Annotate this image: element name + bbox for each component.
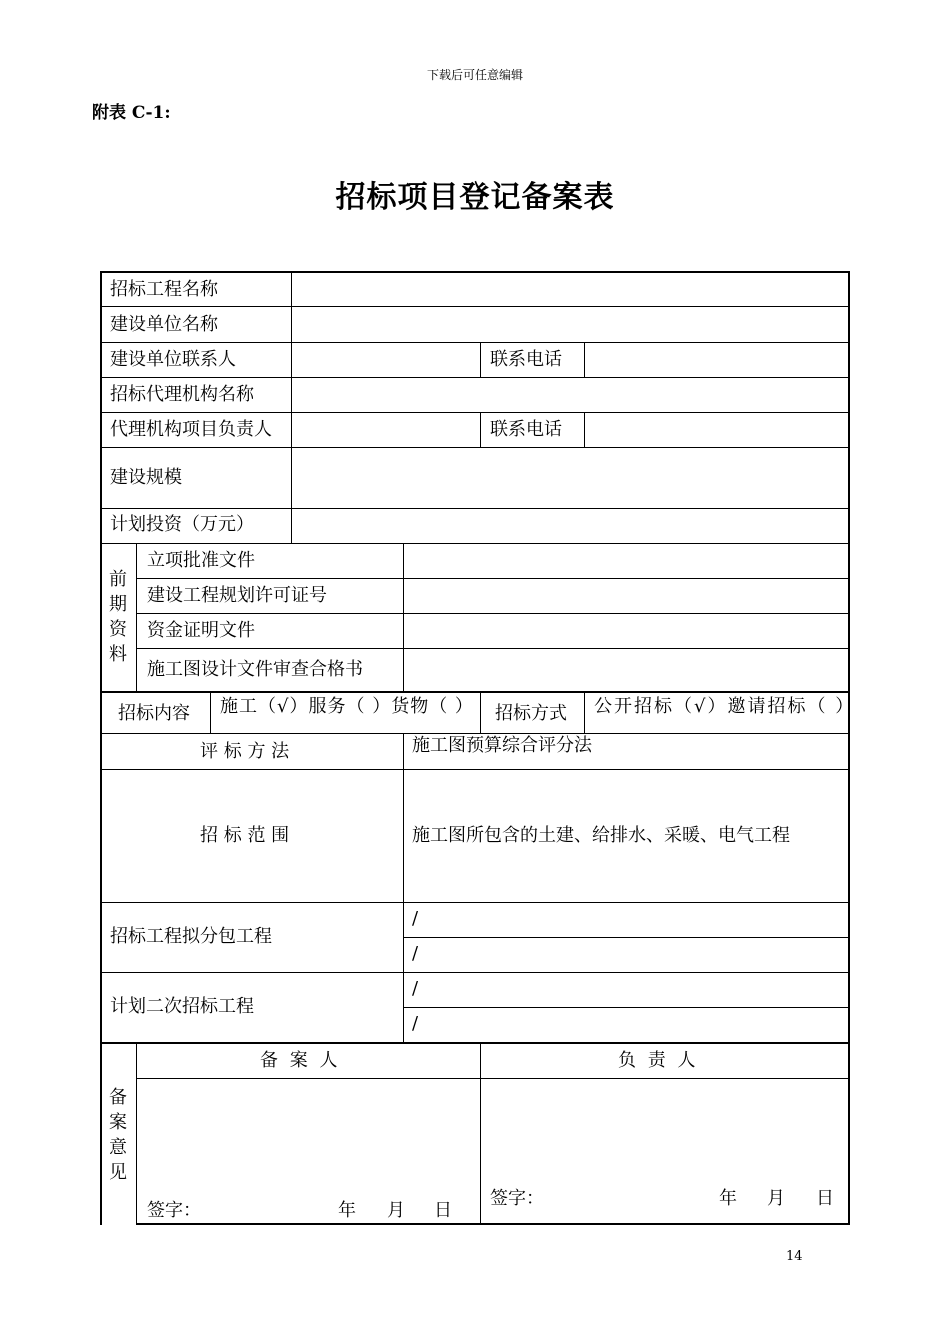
owner-contact-label: 建设单位联系人 bbox=[110, 349, 236, 370]
table-border-right bbox=[848, 271, 850, 1225]
table-border-bottom bbox=[136, 1223, 850, 1225]
second-tender-value-1: / bbox=[412, 978, 419, 999]
owner-phone-label: 联系电话 bbox=[490, 349, 562, 370]
header-note: 下载后可任意编辑 bbox=[426, 68, 523, 82]
subcontract-label: 招标工程拟分包工程 bbox=[110, 926, 272, 947]
drawing-review-label: 施工图设计文件审查合格书 bbox=[147, 659, 363, 680]
page-title: 招标项目登记备案表 bbox=[335, 180, 615, 215]
project-name-label: 招标工程名称 bbox=[110, 279, 218, 300]
manager-year-label: 年 bbox=[719, 1188, 737, 1209]
preliminary-group-label: 前 期 资 料 bbox=[109, 569, 127, 665]
second-tender-value-2: / bbox=[412, 1013, 419, 1034]
eval-method-label: 评 标 方 法 bbox=[200, 741, 290, 762]
table-border-top bbox=[100, 271, 850, 273]
subcontract-value-2: / bbox=[412, 943, 419, 964]
agency-manager-label: 代理机构项目负责人 bbox=[110, 419, 272, 440]
filer-signature-label: 签字： bbox=[147, 1200, 201, 1221]
tender-method-value: 公开招标（√）邀请招标（ ） bbox=[594, 696, 856, 717]
appendix-label: 附表 C-1: bbox=[92, 103, 171, 123]
filer-year-label: 年 bbox=[338, 1200, 356, 1221]
tender-method-label: 招标方式 bbox=[495, 703, 567, 724]
page-number: 14 bbox=[786, 1249, 803, 1264]
tender-scope-value: 施工图所包含的土建、给排水、采暖、电气工程 bbox=[412, 825, 790, 846]
planning-permit-label: 建设工程规划许可证号 bbox=[147, 585, 327, 606]
eval-method-value: 施工图预算综合评分法 bbox=[412, 735, 592, 756]
owner-name-label: 建设单位名称 bbox=[110, 314, 218, 335]
tender-content-value: 施工（√）服务（ ）货物（ ） bbox=[220, 696, 474, 717]
agency-phone-label: 联系电话 bbox=[490, 419, 562, 440]
second-tender-label: 计划二次招标工程 bbox=[110, 996, 254, 1017]
filer-day-label: 日 bbox=[434, 1200, 452, 1221]
filer-month-label: 月 bbox=[387, 1200, 405, 1221]
registration-form-table bbox=[100, 271, 856, 1225]
subcontract-value-1: / bbox=[412, 908, 419, 929]
filer-label: 备 案 人 bbox=[260, 1050, 338, 1071]
manager-label: 负 责 人 bbox=[618, 1050, 696, 1071]
approval-doc-label: 立项批准文件 bbox=[147, 550, 255, 571]
manager-day-label: 日 bbox=[816, 1188, 834, 1209]
tender-content-label: 招标内容 bbox=[118, 703, 190, 724]
table-border-left bbox=[100, 271, 102, 1225]
tender-scope-label: 招 标 范 围 bbox=[200, 825, 290, 846]
funding-proof-label: 资金证明文件 bbox=[147, 620, 255, 641]
manager-month-label: 月 bbox=[767, 1188, 785, 1209]
investment-label: 计划投资（万元） bbox=[110, 514, 254, 535]
manager-signature-label: 签字： bbox=[490, 1188, 544, 1209]
scale-label: 建设规模 bbox=[110, 467, 182, 488]
agency-name-label: 招标代理机构名称 bbox=[110, 384, 254, 405]
filing-group-label: 备 案 意 见 bbox=[109, 1087, 127, 1183]
